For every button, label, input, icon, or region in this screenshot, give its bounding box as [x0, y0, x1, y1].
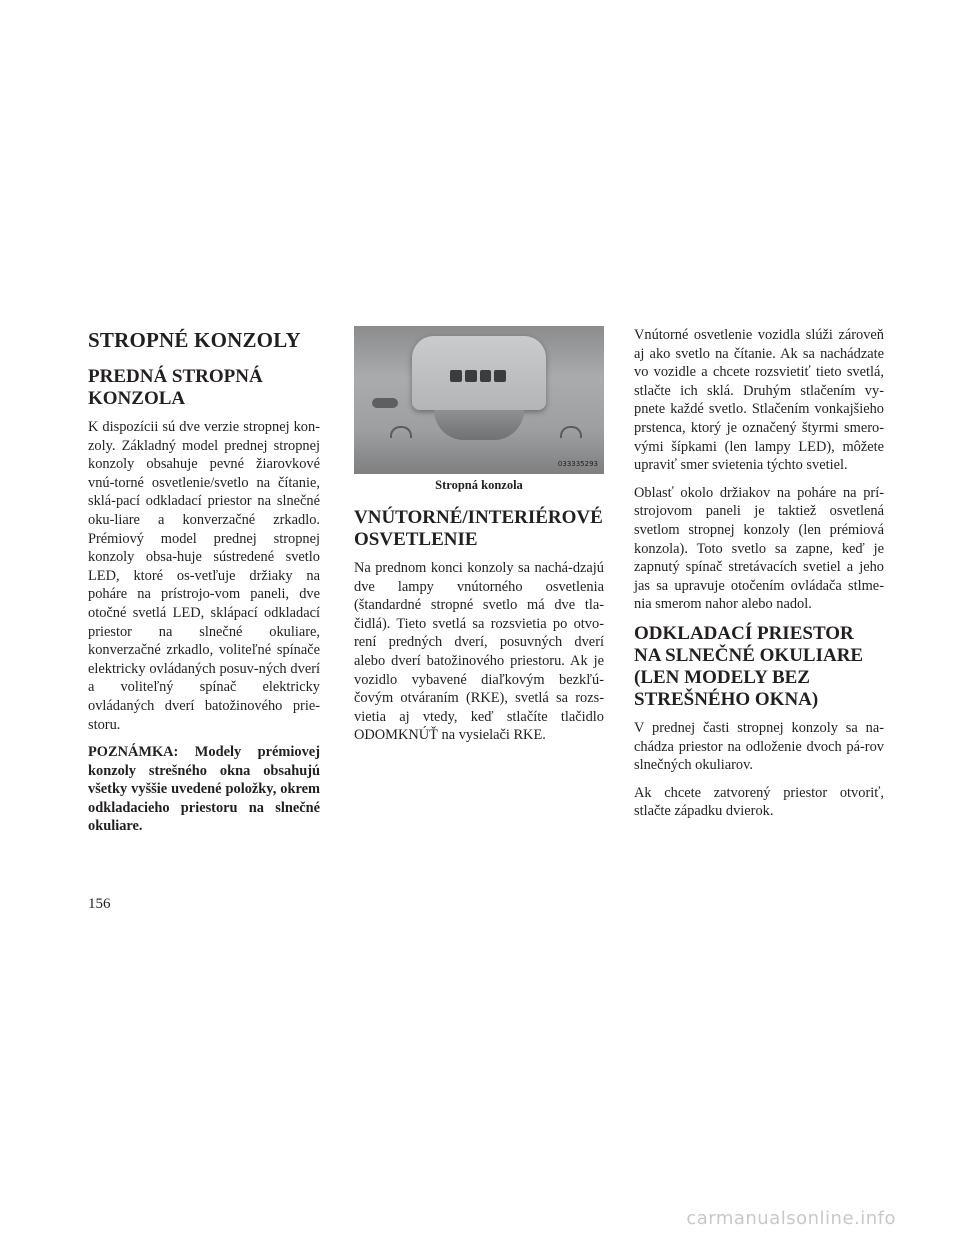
page-number: 156: [88, 896, 111, 912]
grab-handle-left: [390, 426, 412, 438]
console-buttons: [450, 370, 506, 382]
section-title: STROPNÉ KONZOLY: [88, 328, 301, 352]
overhead-console-photo: [354, 326, 604, 474]
watermark: carmanualsonline.info: [686, 1208, 896, 1229]
image-code: 033335293: [557, 460, 598, 468]
body-paragraph: K dispozícii sú dve verzie stropnej kon-zoly. Základný model prednej stropnej konzoly obsahuje pevné žiarovkové vnú-torné osvetlenie/svetlo na čítanie, sklá-pací odkladací priestor na slnečné oku-liare a konverzačné zrkadlo. Prémiový model prednej stropnej konzoly obsa-huje sústredené svetlo LED, ktoré os-vetľuje držiaky na poháre na prístrojo-vom paneli, dve otočné svetlá LED, sklápací odkladací priestor na slnečné okuliare, konverzačné zrkadlo, voliteľné spínače elektricky ovládaných posuv-ných dverí a voliteľný spínač elektricky ovládaných dverí batožinového prie-storu.: [88, 419, 320, 733]
column-right: [634, 326, 884, 830]
subsection-title: ODKLADACÍ PRIESTOR NA SLNEČNÉ OKULIARE (LEN MODELY BEZ STREŠNÉHO OKNA): [634, 622, 864, 710]
body-paragraph: Ak chcete zatvorený priestor otvoriť, stlačte západku dvierok.: [634, 784, 884, 820]
lamp-switch: [372, 398, 398, 408]
figure-caption: Stropná konzola: [435, 478, 523, 492]
body-paragraph: Vnútorné osvetlenie vozidla slúži zároveň aj ako svetlo na čítanie. Ak sa nachádzate vo vozidle a chcete rozsvietiť tieto svetlá, stlačte ich sklá. Druhým stlačením vy-pnete každé svetlo. Stlačením vonkajšieho prstenca, ktorý je označený štyrmi smero-vými šípkami (len lampy LED), môžete upraviť smer svietenia týchto svetiel.: [634, 327, 884, 474]
body-paragraph: Oblasť okolo držiakov na poháre na prí-strojovom paneli je taktiež osvetlená svetlom stropnej konzoly (len prémiová konzola). Toto svetlo sa zapne, keď je zapnutý spínač stretávacích svetiel a jeho jas sa upravuje otočením ovládača stlme-nia smerom nahor alebo nadol.: [634, 484, 884, 613]
column-left: [88, 326, 320, 845]
grab-handle-right: [560, 426, 582, 438]
body-paragraph: Na prednom konci konzoly sa nachá-dzajú dve lampy vnútorného osvetlenia (štandardné stropné svetlo má dve tla-čidlá). Tieto svetlá sa rozsvietia po otvo-rení predných dverí, posuvných dverí alebo dverí batožinového priestoru. Ak je vozidlo vybavené diaľkovým bezkľú-čovým otváraním (RKE), svetlá sa rozs-vietia aj vtedy, keď stlačíte tlačidlo ODOMKNÚŤ na vysielači RKE.: [354, 560, 604, 744]
subsection-title: PREDNÁ STROPNÁ KONZOLA: [88, 366, 263, 409]
column-middle: [354, 326, 604, 754]
body-paragraph: V prednej časti stropnej konzoly sa na-chádza priestor na odloženie dvoch pá-rov slnečných okuliarov.: [634, 719, 884, 774]
console-lamp-lens: [434, 410, 524, 440]
subsection-title: VNÚTORNÉ/INTERIÉROVÉ OSVETLENIE: [354, 507, 603, 550]
note-paragraph: POZNÁMKA: Modely prémiovej konzoly strešného okna obsahujú všetky vyššie uvedené položky, okrem odkladacieho priestoru na slnečné okuliare.: [88, 744, 320, 835]
